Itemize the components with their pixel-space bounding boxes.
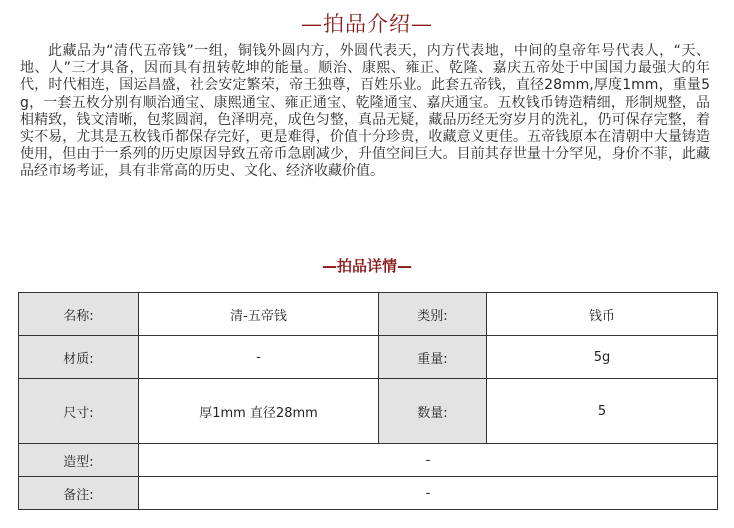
details-table — [18, 292, 718, 510]
table-row-shape — [19, 444, 718, 477]
intro-section-title: —拍品介绍— — [301, 12, 433, 36]
name-label: 名称: — [19, 293, 139, 336]
material-value: - — [139, 336, 379, 379]
name-value: 清-五帝钱 — [139, 293, 379, 336]
table-row-material — [19, 336, 718, 379]
weight-value: 5g — [487, 336, 718, 379]
weight-label: 重量: — [379, 336, 487, 379]
remarks-value: - — [139, 477, 718, 510]
material-label: 材质: — [19, 336, 139, 379]
table-row-size — [19, 379, 718, 444]
size-label: 尺寸: — [19, 379, 139, 444]
quantity-label: 数量: — [379, 379, 487, 444]
category-value: 钱币 — [487, 293, 718, 336]
table-row-name — [19, 293, 718, 336]
table-row-remarks — [19, 477, 718, 510]
remarks-label: 备注: — [19, 477, 139, 510]
intro-paragraph: 此藏品为“清代五帝钱”一组，铜钱外圆内方，外圆代表天，内方代表地，中间的皇帝年号代表人，“天、地、人”三才具备，因而具有扭转乾坤的能量。顺治、康熙、雍正、乾隆、嘉庆五帝处于中国国力最强大的年代，时代相连，国运昌盛，社会安定繁荣，帝王独尊，百姓乐业。此套五帝钱，直径28mm,厚度1mm，重量5g，一套五枚分别有顺治通宝、康熙通宝、雍正通宝、乾隆通宝、嘉庆通宝。五枚钱币铸造精细，形制规整，品相精致，钱文清晰，包浆圆润，色泽明亮，成色匀整，真品无疑，藏品历经无穷岁月的洗礼，仍可保存完整，着实不易，尤其是五枚钱币都保存完好，更是难得，价值十分珍贵，收藏意义更佳。五帝钱原本在清朝中大量铸造使用，但由于一系列的历史原因导致五帝币急剧减少，升值空间巨大。目前其存世量十分罕见，身价不菲，此藏品经市场考证，具有非常高的历史、文化、经济收藏价值。 — [20, 43, 710, 180]
size-value: 厚1mm 直径28mm — [139, 379, 379, 444]
quantity-value: 5 — [487, 379, 718, 444]
shape-value: - — [139, 444, 718, 477]
shape-label: 造型: — [19, 444, 139, 477]
category-label: 类别: — [379, 293, 487, 336]
details-section-title: —拍品详情— — [321, 257, 412, 275]
